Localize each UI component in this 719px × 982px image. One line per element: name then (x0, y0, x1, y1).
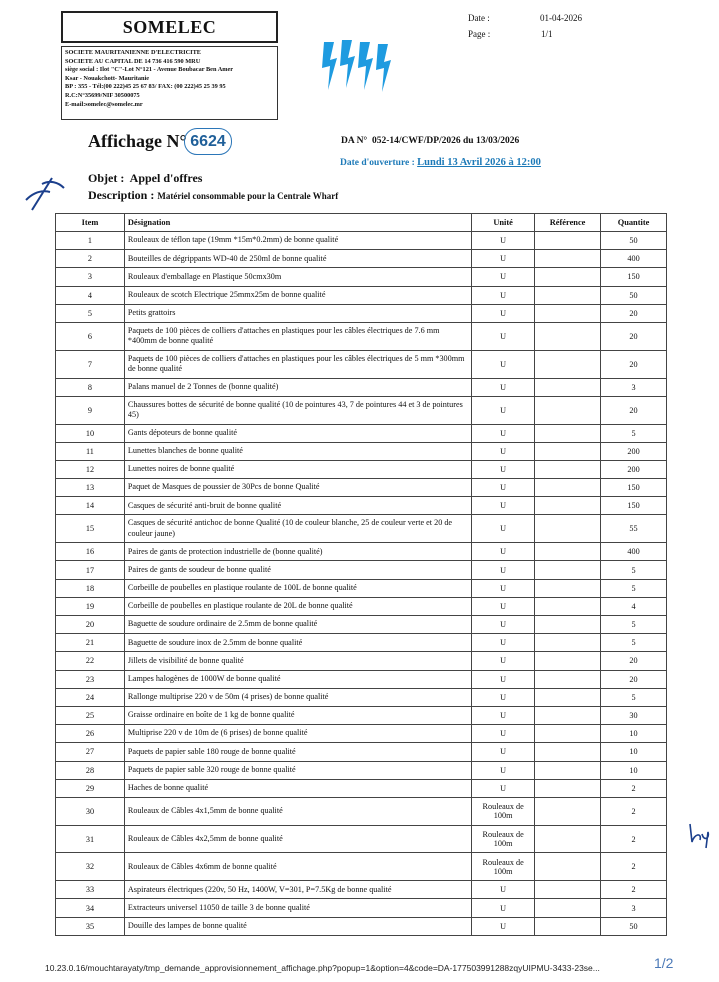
cell-quantite: 200 (601, 442, 667, 460)
cell-unite: Rouleaux de 100m (472, 853, 535, 881)
opening-date-label: Date d'ouverture : (340, 158, 415, 168)
cell-unite: U (472, 396, 535, 424)
cell-reference (535, 881, 601, 899)
cell-designation: Corbeille de poubelles en plastique roulante de 20L de bonne qualité (124, 597, 471, 615)
table-row (56, 825, 667, 853)
table-row (56, 304, 667, 322)
cell-quantite: 3 (601, 899, 667, 917)
cell-item: 1 (56, 232, 125, 250)
cell-reference (535, 597, 601, 615)
table-row (56, 881, 667, 899)
cell-designation: Gants dépoteurs de bonne qualité (124, 424, 471, 442)
table-row (56, 515, 667, 543)
table-row (56, 743, 667, 761)
items-table (55, 213, 667, 936)
cell-quantite: 2 (601, 853, 667, 881)
cell-reference (535, 743, 601, 761)
description-label: Description : (88, 188, 155, 202)
company-info-line: SOCIETE MAURITANIENNE D'ELECTRICITE (65, 49, 201, 56)
cell-quantite: 3 (601, 378, 667, 396)
cell-reference (535, 497, 601, 515)
table-row (56, 706, 667, 724)
table-row (56, 779, 667, 797)
cell-designation: Jillets de visibilité de bonne qualité (124, 652, 471, 670)
page-value: 1/1 (541, 29, 553, 39)
cell-unite: U (472, 579, 535, 597)
cell-reference (535, 350, 601, 378)
cell-item: 31 (56, 825, 125, 853)
cell-designation: Rouleaux de téflon tape (19mm *15m*0.2mm) de bonne qualité (124, 232, 471, 250)
cell-reference (535, 634, 601, 652)
cell-quantite: 5 (601, 688, 667, 706)
cell-quantite: 20 (601, 322, 667, 350)
cell-quantite: 50 (601, 232, 667, 250)
cell-unite: U (472, 424, 535, 442)
cell-designation: Palans manuel de 2 Tonnes de (bonne qualité) (124, 378, 471, 396)
table-row (56, 543, 667, 561)
cell-designation: Rallonge multiprise 220 v de 50m (4 prises) de bonne qualité (124, 688, 471, 706)
cell-item: 2 (56, 250, 125, 268)
cell-item: 13 (56, 479, 125, 497)
table-row (56, 899, 667, 917)
cell-reference (535, 396, 601, 424)
table-row (56, 670, 667, 688)
cell-reference (535, 779, 601, 797)
cell-unite: U (472, 497, 535, 515)
cell-item: 29 (56, 779, 125, 797)
cell-item: 34 (56, 899, 125, 917)
cell-reference (535, 797, 601, 825)
cell-unite: U (472, 322, 535, 350)
cell-unite: U (472, 881, 535, 899)
cell-designation: Multiprise 220 v de 10m de (6 prises) de bonne qualité (124, 725, 471, 743)
header-item: Item (56, 214, 125, 232)
company-info-line: BP : 355 - Tél:(00 222)45 25 67 83/ FAX: (00 222)45 25 39 95 (65, 83, 226, 91)
cell-item: 33 (56, 881, 125, 899)
cell-item: 17 (56, 561, 125, 579)
cell-unite: U (472, 688, 535, 706)
cell-item: 15 (56, 515, 125, 543)
cell-unite: U (472, 917, 535, 935)
cell-quantite: 5 (601, 579, 667, 597)
cell-quantite: 2 (601, 779, 667, 797)
cell-unite: Rouleaux de 100m (472, 825, 535, 853)
cell-quantite: 5 (601, 561, 667, 579)
cell-unite: U (472, 515, 535, 543)
cell-quantite: 20 (601, 670, 667, 688)
cell-designation: Bouteilles de dégrippants WD-40 de 250ml de bonne qualité (124, 250, 471, 268)
table-row (56, 322, 667, 350)
cell-reference (535, 286, 601, 304)
cell-unite: U (472, 761, 535, 779)
cell-designation: Paquets de papier sable 320 rouge de bonne qualité (124, 761, 471, 779)
cell-reference (535, 561, 601, 579)
table-row (56, 652, 667, 670)
cell-reference (535, 688, 601, 706)
cell-reference (535, 917, 601, 935)
cell-unite: U (472, 597, 535, 615)
cell-quantite: 5 (601, 616, 667, 634)
da-value: 052-14/CWF/DP/2026 du 13/03/2026 (371, 136, 520, 146)
cell-designation: Rouleaux de Câbles 4x2,5mm de bonne qualité (124, 825, 471, 853)
cell-reference (535, 670, 601, 688)
cell-item: 3 (56, 268, 125, 286)
cell-designation: Corbeille de poubelles en plastique roulante de 100L de bonne qualité (124, 579, 471, 597)
cell-unite: U (472, 378, 535, 396)
table-row (56, 634, 667, 652)
page-label: Page : (468, 29, 491, 39)
cell-item: 26 (56, 725, 125, 743)
cell-reference (535, 899, 601, 917)
table-row (56, 442, 667, 460)
initials-mark-icon (684, 820, 714, 850)
cell-item: 6 (56, 322, 125, 350)
cell-quantite: 5 (601, 424, 667, 442)
footer-page-number: 1/2 (654, 955, 674, 971)
cell-designation: Petits grattoirs (124, 304, 471, 322)
date-value: 01-04-2026 (540, 13, 582, 23)
cell-quantite: 10 (601, 743, 667, 761)
cell-unite: U (472, 616, 535, 634)
cell-unite: U (472, 561, 535, 579)
table-row (56, 579, 667, 597)
cell-item: 32 (56, 853, 125, 881)
cell-unite: U (472, 268, 535, 286)
cell-item: 16 (56, 543, 125, 561)
table-row (56, 232, 667, 250)
cell-item: 4 (56, 286, 125, 304)
cell-designation: Douille des lampes de bonne qualité (124, 917, 471, 935)
cell-designation: Lampes halogènes de 1000W de bonne qualité (124, 670, 471, 688)
cell-unite: U (472, 304, 535, 322)
cell-quantite: 150 (601, 479, 667, 497)
cell-unite: U (472, 706, 535, 724)
company-info-line: SOCIETE AU CAPITAL DE 14 736 416 590 MRU (65, 57, 201, 65)
company-info-line: Ksar - Nouakchott- Mauritanie (65, 74, 150, 82)
company-info (61, 46, 278, 120)
table-row (56, 616, 667, 634)
company-info-line: siège social : Ilot "C"-Lot N°121 - Avenue Boubacar Ben Amer (65, 66, 234, 74)
somelec-logo-icon (318, 38, 394, 94)
cell-unite: U (472, 442, 535, 460)
cell-reference (535, 424, 601, 442)
cell-quantite: 2 (601, 797, 667, 825)
table-row (56, 460, 667, 478)
cell-designation: Haches de bonne qualité (124, 779, 471, 797)
cell-reference (535, 268, 601, 286)
cell-reference (535, 378, 601, 396)
cell-item: 8 (56, 378, 125, 396)
cell-item: 30 (56, 797, 125, 825)
cell-reference (535, 725, 601, 743)
table-row (56, 378, 667, 396)
table-row (56, 853, 667, 881)
opening-date-value: Lundi 13 Avril 2026 à 12:00 (417, 157, 541, 168)
cell-reference (535, 761, 601, 779)
description-value: Matériel consommable pour la Centrale Wharf (157, 191, 339, 201)
cell-designation: Aspirateurs électriques (220v, 50 Hz, 1400W, V=301, P=7.5Kg de bonne qualité (124, 881, 471, 899)
cell-unite: U (472, 543, 535, 561)
cell-designation: Paquets de papier sable 180 rouge de bonne qualité (124, 743, 471, 761)
table-row (56, 286, 667, 304)
cell-quantite: 200 (601, 460, 667, 478)
cell-item: 14 (56, 497, 125, 515)
cell-designation: Rouleaux d'emballage en Plastique 50cmx30m (124, 268, 471, 286)
table-row (56, 479, 667, 497)
objet-value: Appel d'offres (129, 171, 203, 185)
cell-item: 10 (56, 424, 125, 442)
cell-designation: Paires de gants de soudeur de bonne qualité (124, 561, 471, 579)
cell-unite: U (472, 479, 535, 497)
cell-reference (535, 479, 601, 497)
cell-unite: U (472, 670, 535, 688)
cell-quantite: 50 (601, 286, 667, 304)
cell-reference (535, 579, 601, 597)
affichage-number: 6624 (184, 128, 232, 155)
cell-unite: U (472, 779, 535, 797)
cell-quantite: 30 (601, 706, 667, 724)
cell-designation: Baguette de soudure inox de 2.5mm de bonne qualité (124, 634, 471, 652)
cell-quantite: 20 (601, 350, 667, 378)
table-row (56, 797, 667, 825)
cell-item: 7 (56, 350, 125, 378)
cell-reference (535, 250, 601, 268)
cell-quantite: 150 (601, 268, 667, 286)
cell-item: 5 (56, 304, 125, 322)
cell-reference (535, 304, 601, 322)
description-line (88, 188, 338, 203)
cell-designation: Lunettes noires de bonne qualité (124, 460, 471, 478)
header-reference: Référence (535, 214, 601, 232)
cell-reference (535, 652, 601, 670)
cell-quantite: 50 (601, 917, 667, 935)
cell-item: 22 (56, 652, 125, 670)
cell-item: 20 (56, 616, 125, 634)
cell-item: 18 (56, 579, 125, 597)
company-name: SOMELEC (61, 11, 278, 43)
header-unite: Unité (472, 214, 535, 232)
handwritten-mark-icon (22, 170, 72, 216)
da-line (341, 136, 519, 146)
cell-unite: U (472, 460, 535, 478)
cell-quantite: 20 (601, 652, 667, 670)
cell-unite: U (472, 350, 535, 378)
cell-unite: U (472, 634, 535, 652)
cell-item: 21 (56, 634, 125, 652)
cell-item: 27 (56, 743, 125, 761)
cell-unite: U (472, 286, 535, 304)
header-quantite: Quantite (601, 214, 667, 232)
cell-designation: Paires de gants de protection industrielle de (bonne qualité) (124, 543, 471, 561)
cell-designation: Extracteurs universel 11050 de taille 3 de bonne qualité (124, 899, 471, 917)
cell-reference (535, 543, 601, 561)
table-row (56, 396, 667, 424)
opening-date (340, 157, 541, 168)
cell-quantite: 2 (601, 825, 667, 853)
affichage-label: Affichage N° (88, 131, 187, 151)
cell-unite: U (472, 652, 535, 670)
objet-line (88, 171, 202, 186)
objet-label: Objet : (88, 171, 125, 185)
cell-designation: Casques de sécurité anti-bruit de bonne qualité (124, 497, 471, 515)
table-row (56, 561, 667, 579)
cell-designation: Chaussures bottes de sécurité de bonne qualité (10 de pointures 43, 7 de pointures 44 et 3 de pointures 45) (124, 396, 471, 424)
cell-reference (535, 825, 601, 853)
cell-reference (535, 515, 601, 543)
da-label: DA N° (341, 136, 368, 146)
header-designation: Désignation (124, 214, 471, 232)
cell-quantite: 4 (601, 597, 667, 615)
cell-designation: Casques de sécurité antichoc de bonne Qualité (10 de couleur blanche, 25 de couleur verte et 20 de couleur jaune) (124, 515, 471, 543)
cell-reference (535, 460, 601, 478)
cell-item: 9 (56, 396, 125, 424)
company-info-line: E-mail:somelec@somelec.mr (65, 100, 143, 108)
table-row (56, 250, 667, 268)
cell-quantite: 10 (601, 761, 667, 779)
cell-designation: Rouleaux de scotch Electrique 25mmx25m de bonne qualité (124, 286, 471, 304)
cell-item: 23 (56, 670, 125, 688)
cell-designation: Paquets de 100 pièces de colliers d'attaches en plastiques pour les câbles électriques de 7.6 mm *400mm de bonne qualité (124, 322, 471, 350)
cell-reference (535, 232, 601, 250)
cell-reference (535, 706, 601, 724)
cell-quantite: 20 (601, 396, 667, 424)
table-row (56, 350, 667, 378)
cell-unite: U (472, 250, 535, 268)
cell-quantite: 400 (601, 543, 667, 561)
cell-unite: Rouleaux de 100m (472, 797, 535, 825)
cell-designation: Lunettes blanches de bonne qualité (124, 442, 471, 460)
table-row (56, 268, 667, 286)
cell-designation: Paquet de Masques de poussier de 30Pcs de bonne Qualité (124, 479, 471, 497)
cell-reference (535, 853, 601, 881)
cell-quantite: 150 (601, 497, 667, 515)
cell-item: 11 (56, 442, 125, 460)
cell-designation: Rouleaux de Câbles 4x6mm de bonne qualité (124, 853, 471, 881)
cell-item: 19 (56, 597, 125, 615)
cell-reference (535, 616, 601, 634)
table-header-row (56, 214, 667, 232)
cell-item: 25 (56, 706, 125, 724)
table-row (56, 688, 667, 706)
cell-unite: U (472, 743, 535, 761)
table-row (56, 917, 667, 935)
cell-designation: Graisse ordinaire en boîte de 1 kg de bonne qualité (124, 706, 471, 724)
cell-quantite: 2 (601, 881, 667, 899)
cell-item: 28 (56, 761, 125, 779)
table-row (56, 725, 667, 743)
cell-designation: Rouleaux de Câbles 4x1,5mm de bonne qualité (124, 797, 471, 825)
table-row (56, 761, 667, 779)
cell-quantite: 10 (601, 725, 667, 743)
cell-reference (535, 322, 601, 350)
cell-reference (535, 442, 601, 460)
cell-item: 24 (56, 688, 125, 706)
cell-unite: U (472, 725, 535, 743)
table-row (56, 497, 667, 515)
cell-unite: U (472, 899, 535, 917)
company-info-line: R.C:N°35699/NIF 30500075 (65, 91, 140, 99)
cell-quantite: 20 (601, 304, 667, 322)
cell-designation: Baguette de soudure ordinaire de 2.5mm de bonne qualité (124, 616, 471, 634)
cell-quantite: 55 (601, 515, 667, 543)
cell-unite: U (472, 232, 535, 250)
date-label: Date : (468, 13, 490, 23)
cell-quantite: 400 (601, 250, 667, 268)
footer-url: 10.23.0.16/mouchtarayaty/tmp_demande_approvisionnement_affichage.php?popup=1&option=4&code=DA-177503991288zqyUIPMU-3433-23se... (45, 963, 600, 973)
table-row (56, 424, 667, 442)
table-row (56, 597, 667, 615)
cell-designation: Paquets de 100 pièces de colliers d'attaches en plastiques pour les câbles électriques de 5 mm *300mm de bonne qualité (124, 350, 471, 378)
cell-quantite: 5 (601, 634, 667, 652)
cell-item: 12 (56, 460, 125, 478)
cell-item: 35 (56, 917, 125, 935)
